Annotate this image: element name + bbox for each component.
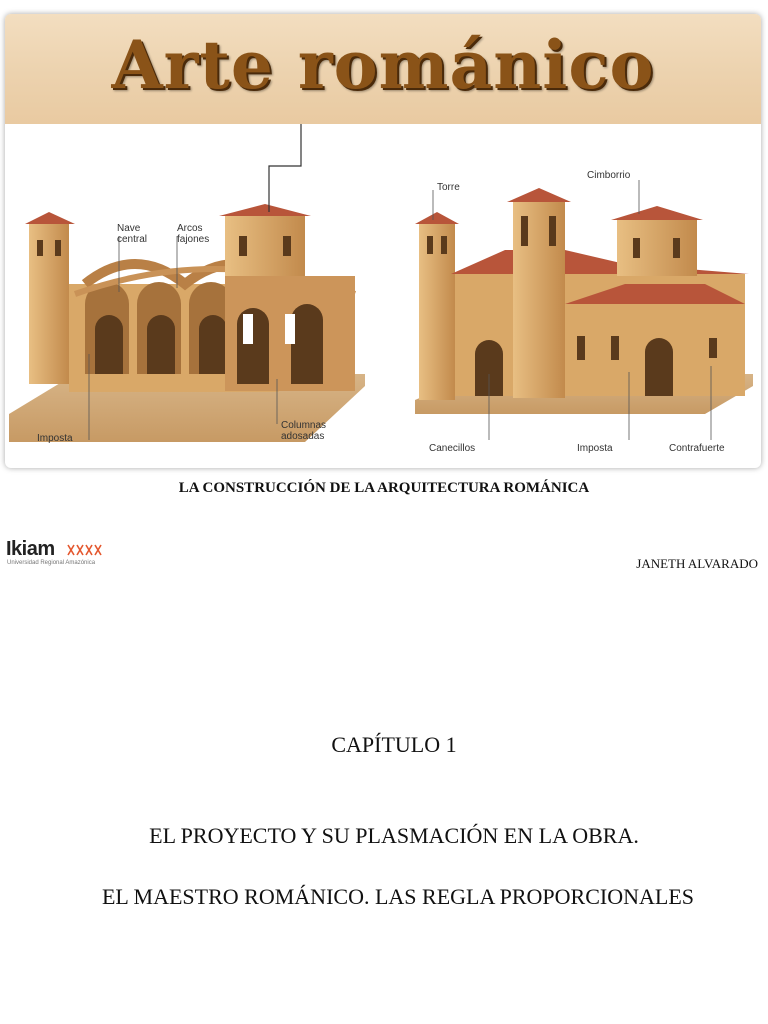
label-torre: Torre xyxy=(437,182,460,193)
label-arcos-fajones-2: fajones xyxy=(177,234,210,245)
right-church xyxy=(415,180,753,440)
logo-name: Ikiam xyxy=(6,538,55,560)
cover-banner xyxy=(5,14,761,124)
ikiam-logo xyxy=(6,540,106,572)
label-nave-central: Nave xyxy=(117,223,141,234)
chapter-heading-2: EL MAESTRO ROMÁNICO. LAS REGLA PROPORCIONALES xyxy=(101,884,694,909)
logo-tagline: Universidad Regional Amazónica xyxy=(7,560,96,566)
label-nave-central-2: central xyxy=(117,234,148,245)
label-canecillos: Canecillos xyxy=(429,443,476,454)
left-church xyxy=(9,124,365,442)
logo-mark-icon xyxy=(66,543,104,557)
label-arcos-fajones: Arcos xyxy=(177,223,203,234)
label-columnas-adosadas: Columnas xyxy=(281,420,327,431)
author-name: JANETH ALVARADO xyxy=(636,556,758,571)
label-imposta-left: Imposta xyxy=(37,433,73,444)
label-imposta-right: Imposta xyxy=(577,443,613,454)
cover-image xyxy=(5,14,761,468)
romanesque-church-illustration xyxy=(5,124,761,468)
label-contrafuerte: Contrafuerte xyxy=(669,443,725,454)
label-columnas-adosadas-2: adosadas xyxy=(281,431,325,442)
banner-title: Arte románico xyxy=(111,26,655,104)
chapter-title: CAPÍTULO 1 xyxy=(331,732,457,757)
label-cimborrio: Cimborrio xyxy=(587,170,631,181)
document-subtitle: LA CONSTRUCCIÓN DE LA ARQUITECTURA ROMÁNICA xyxy=(178,480,590,496)
chapter-heading-1: EL PROYECTO Y SU PLASMACIÓN EN LA OBRA. xyxy=(149,823,639,848)
